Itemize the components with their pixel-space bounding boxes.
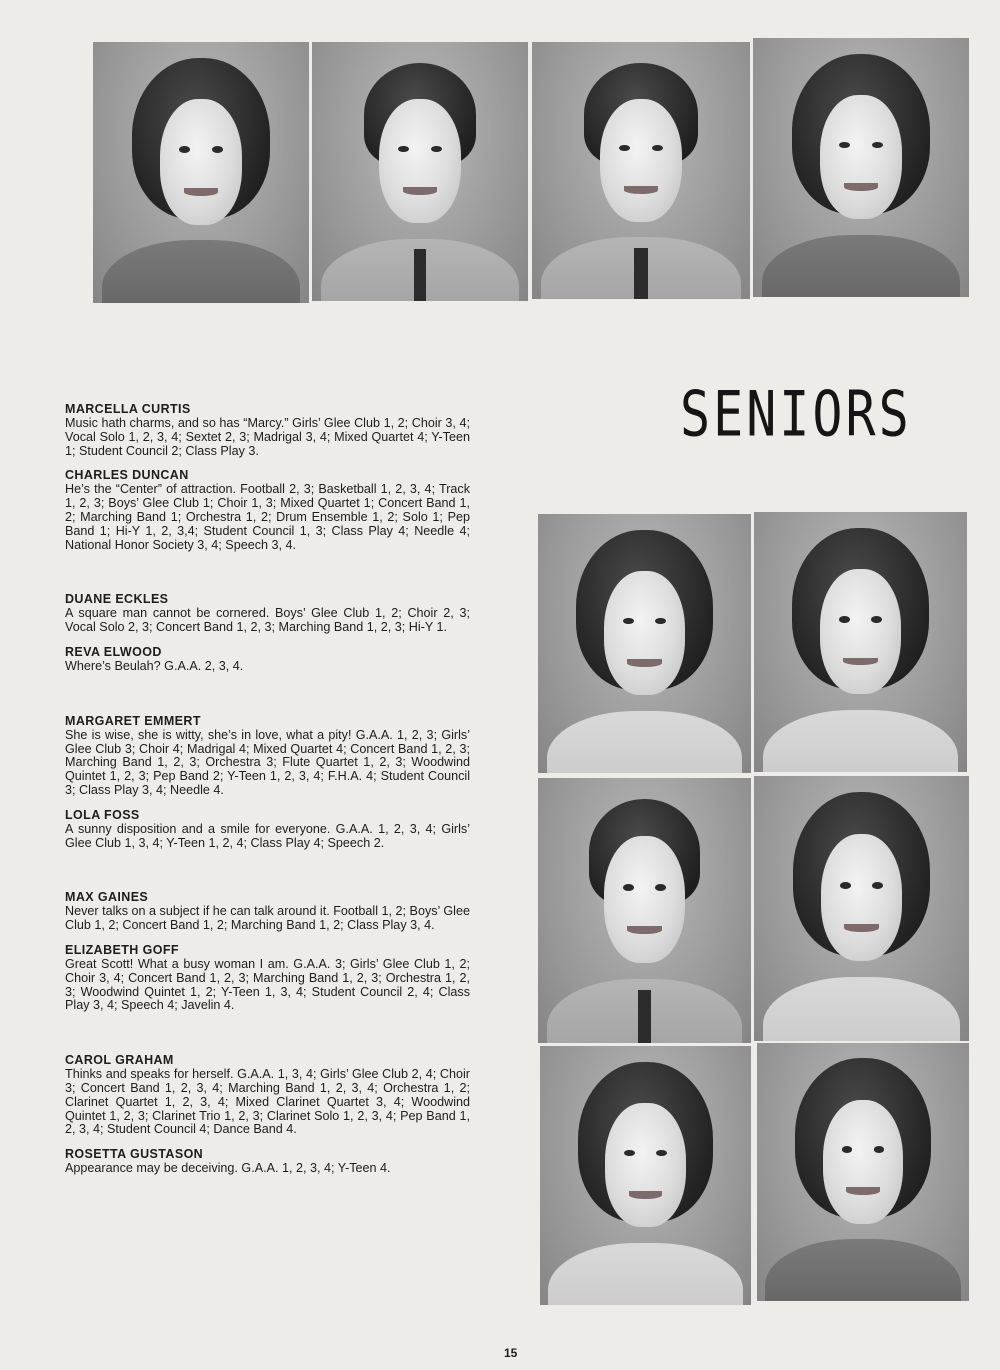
- senior-description: Thinks and speaks for herself. G.A.A. 1, 3, 4; Girls’ Glee Club 2, 4; Choir 3; Concert Band 1, 2, 3, 4; Marching Band 1, 2, 3, 4; Orchestra 1, 2; Clarinet Quartet 1, 2, 3, 4; Mixed Clarinet Quartet 3, 4; Woodwind Quintet 1, 2, 3; Clarinet Trio 1, 2, 3; Clarinet Solo 1, 2, 3, 4; Pep Band 1, 2, 3, 4; Student Council 4; Dance Band 4.: [65, 1067, 470, 1137]
- portrait-photo-9: [540, 1046, 751, 1305]
- senior-name: REVA ELWOOD: [65, 644, 162, 659]
- senior-name: CHARLES DUNCAN: [65, 468, 189, 483]
- senior-name: DUANE ECKLES: [65, 592, 169, 607]
- senior-description: Never talks on a subject if he can talk around it. Football 1, 2; Boys’ Glee Club 1, 2; Concert Band 1, 2; Marching Band 1, 2; Class Play 3, 4.: [65, 904, 470, 933]
- senior-name: ELIZABETH GOFF: [65, 942, 179, 957]
- portrait-photo-2: [312, 42, 528, 301]
- senior-description: He’s the “Center” of attraction. Football 2, 3; Basketball 1, 2, 3, 4; Track 1, 2, 3; Boys’ Glee Club 1; Choir 1, 3; Mixed Quartet 1; Concert Band 1, 2; Marching Band 1; Orchestra 1, 2; Drum Ensemble 1, 2; Solo 1; Pep Band 1; Hi-Y 1, 2, 3,4; Student Council 1, 3; Class Play 4; Needle 4; National Honor Society 3, 4; Speech 3, 4.: [65, 482, 470, 552]
- portrait-photo-8: [754, 776, 969, 1041]
- senior-description: A sunny disposition and a smile for everyone. G.A.A. 1, 2, 3, 4; Girls’ Glee Club 1, 3, 4; Y-Teen 1, 2, 4; Class Play 4; Speech 2.: [65, 821, 470, 850]
- senior-name: MARGARET EMMERT: [65, 713, 201, 728]
- senior-name: ROSETTA GUSTASON: [65, 1147, 204, 1162]
- senior-entry: [65, 402, 470, 458]
- senior-name: LOLA FOSS: [65, 807, 140, 822]
- senior-entry: [65, 1147, 470, 1176]
- senior-entries: [65, 402, 470, 1186]
- senior-description: Great Scott! What a busy woman I am. G.A.A. 3; Girls’ Glee Club 1, 2; Choir 3, 4; Concert Band 1, 2, 3; Marching Band 1, 2, 3; Orchestra 1, 2, 3; Woodwind Quintet 1, 2; Y-Teen 1, 3, 4; Student Council 2, 4; Class Play 3, 4; Speech 4; Javelin 4.: [65, 956, 470, 1013]
- senior-name: MAX GAINES: [65, 890, 149, 905]
- senior-entry: [65, 890, 470, 933]
- portrait-photo-3: [532, 42, 750, 299]
- portrait-photo-6: [754, 512, 967, 772]
- section-title: SENIORS: [680, 378, 912, 451]
- senior-description: A square man cannot be cornered. Boys’ Glee Club 1, 2; Choir 2, 3; Vocal Solo 2, 3; Concert Band 1, 2, 3; Marching Band 1, 2, 3; Hi-Y 1.: [65, 606, 470, 635]
- senior-entry: [65, 1053, 470, 1137]
- portrait-photo-4: [753, 38, 969, 297]
- senior-entry: [65, 714, 470, 798]
- senior-description: Where’s Beulah? G.A.A. 2, 3, 4.: [65, 658, 244, 673]
- senior-entry: [65, 468, 470, 552]
- senior-name: CAROL GRAHAM: [65, 1053, 174, 1068]
- portrait-photo-1: [93, 42, 309, 303]
- senior-description: She is wise, she is witty, she’s in love, what a pity! G.A.A. 1, 2, 3; Girls’ Glee Club 3; Choir 4; Madrigal 4; Mixed Quartet 4; Concert Band 1, 2, 3; Marching Band 1, 2, 3; Orchestra 3; Flute Quartet 1, 2, 3; Woodwind Quintet 1, 2, 3; Pep Band 2; Y-Teen 1, 2, 3, 4; F.H.A. 4; Student Council 3; Class Play 3, 4; Needle 4.: [65, 727, 470, 797]
- senior-entry: [65, 645, 470, 674]
- portrait-photo-5: [538, 514, 751, 773]
- senior-description: Appearance may be deceiving. G.A.A. 1, 2, 3, 4; Y-Teen 4.: [65, 1161, 391, 1176]
- senior-entry: [65, 943, 470, 1013]
- page-number: 15: [504, 1346, 518, 1360]
- portrait-photo-10: [757, 1043, 969, 1301]
- senior-entry: [65, 592, 470, 635]
- portrait-photo-7: [538, 778, 751, 1043]
- senior-entry: [65, 808, 470, 851]
- senior-description: Music hath charms, and so has “Marcy.” Girls’ Glee Club 1, 2; Choir 3, 4; Vocal Solo 1, 2, 3, 4; Sextet 2, 3; Madrigal 3, 4; Mixed Quartet 4; Y-Teen 1; Student Council 2; Class Play 3.: [65, 416, 470, 458]
- senior-name: MARCELLA CURTIS: [65, 402, 191, 416]
